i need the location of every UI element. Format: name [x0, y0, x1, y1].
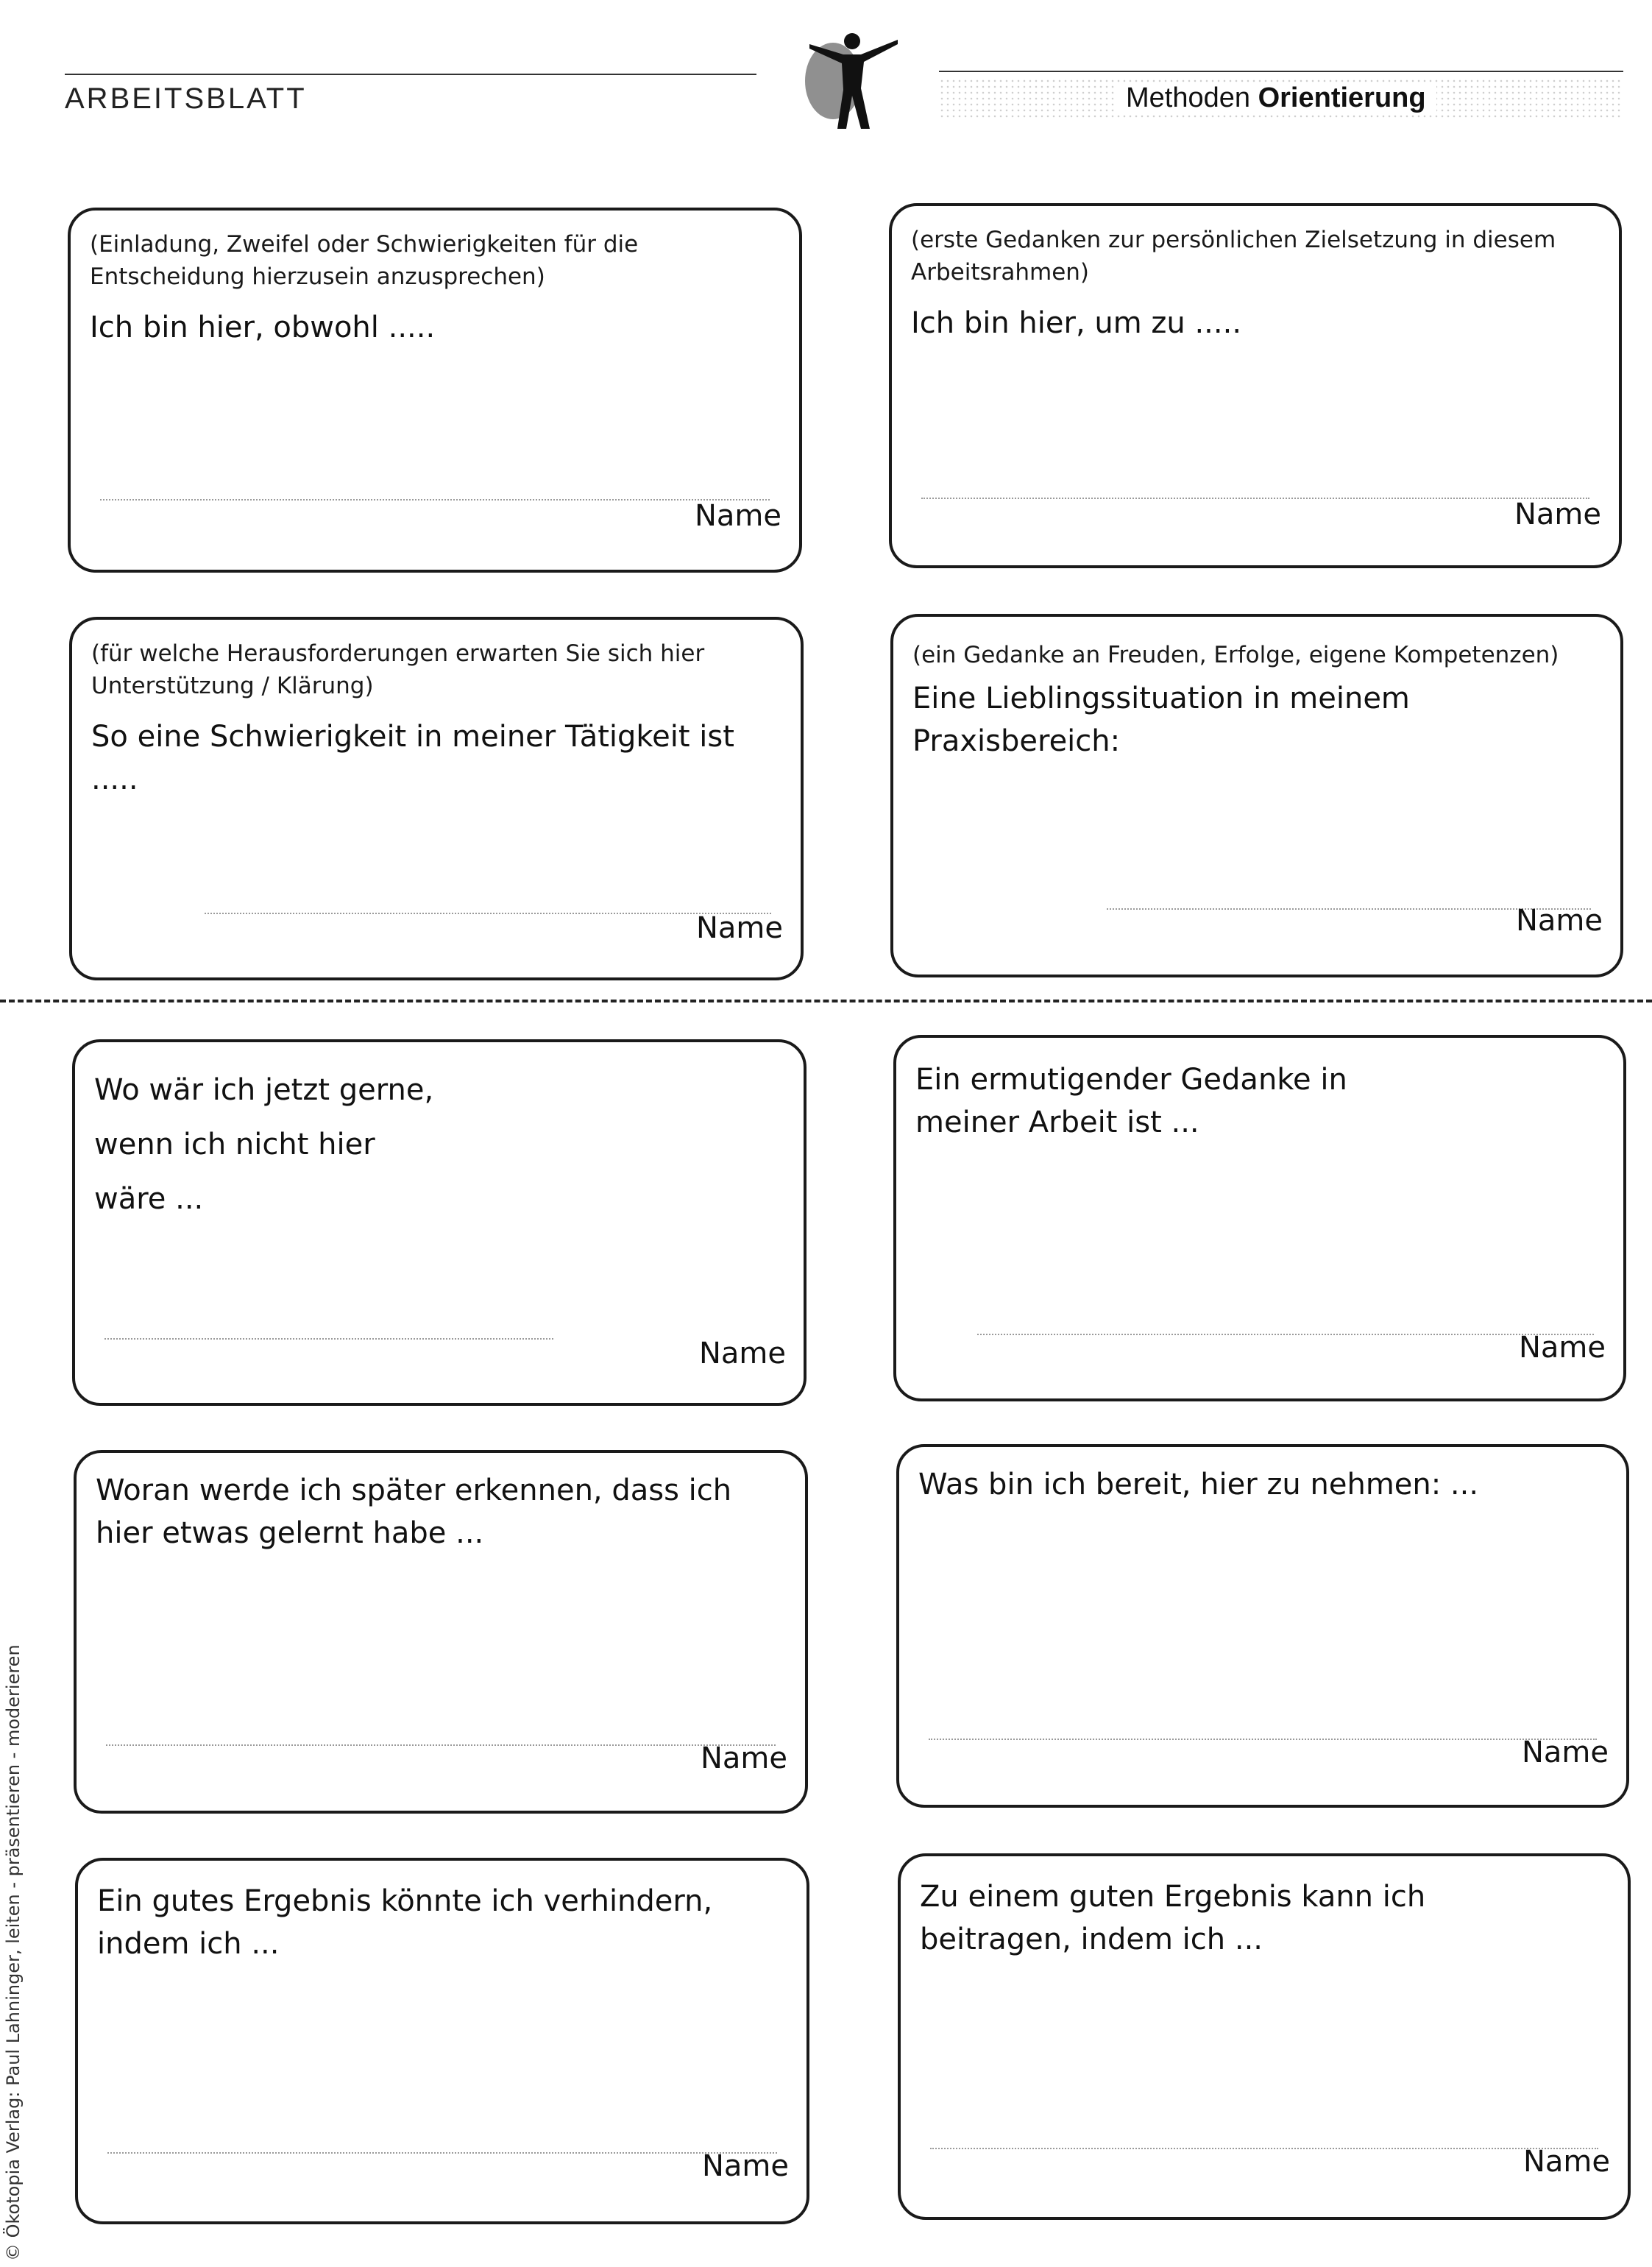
card-prompt: Ich bin hier, obwohl ..... — [90, 311, 436, 344]
section-label — [939, 78, 1623, 119]
section-label-bold: Orientierung — [1258, 82, 1426, 113]
name-line[interactable] — [205, 913, 771, 914]
name-line[interactable] — [929, 1739, 1597, 1740]
card-prompt: Was bin ich bereit, hier zu nehmen: ... — [918, 1468, 1479, 1502]
cut-line — [0, 1000, 1652, 1002]
card-prompt: Wo wär ich jetzt gerne, wenn ich nicht hier wäre ... — [94, 1073, 434, 1216]
name-label: Name — [698, 1337, 786, 1371]
name-label: Name — [1521, 1736, 1609, 1769]
name-line[interactable] — [921, 498, 1589, 499]
card-prompt: Ich bin hier, um zu ..... — [911, 306, 1242, 340]
worksheet-title: ARBEITSBLATT — [65, 82, 307, 115]
name-label: Name — [1522, 2145, 1610, 2179]
name-line[interactable] — [100, 499, 770, 501]
header-rule-right — [939, 71, 1623, 72]
name-label: Name — [1514, 498, 1601, 531]
name-label: Name — [694, 499, 781, 533]
card-hint: (ein Gedanke an Freuden, Erfolge, eigene Kompetenzen) — [912, 642, 1559, 668]
card-ergebnis-beitragen[interactable] — [898, 1853, 1631, 2220]
card-prompt: Ein ermutigender Gedanke in meiner Arbeit ist ... — [915, 1063, 1347, 1139]
card-hint: (erste Gedanken zur persönlichen Zielsetzung in diesem Arbeitsrahmen) — [911, 227, 1556, 286]
name-line[interactable] — [977, 1334, 1594, 1335]
card-ich-bin-hier-um-zu[interactable] — [889, 203, 1622, 568]
card-hint: (für welche Herausforderungen erwarten Sie sich hier Unterstützung / Klärung) — [91, 640, 705, 699]
card-ich-bin-hier-obwohl[interactable] — [68, 208, 802, 573]
card-prompt: So eine Schwierigkeit in meiner Tätigkeit ist ..... — [91, 720, 734, 796]
card-bereit-zu-nehmen[interactable] — [896, 1444, 1629, 1808]
card-prompt: Eine Lieblingssituation in meinem Praxisbereich: — [912, 682, 1410, 758]
card-prompt: Ein gutes Ergebnis könnte ich verhindern, indem ich ... — [97, 1884, 713, 1961]
name-label: Name — [1515, 904, 1603, 938]
card-prompt: Zu einem guten Ergebnis kann ich beitragen, indem ich ... — [920, 1880, 1426, 1956]
section-label-text: Methoden — [1126, 82, 1251, 113]
name-label: Name — [700, 1741, 787, 1775]
header-rule-left — [65, 74, 756, 75]
name-line[interactable] — [104, 1338, 553, 1340]
copyright-note: © Ökotopia Verlag: Paul Lahninger, leiten - präsentieren - moderieren — [3, 1644, 24, 2261]
name-label: Name — [701, 2149, 789, 2183]
card-wo-waer-ich-gerne[interactable] — [72, 1039, 806, 1406]
card-ermutigender-gedanke[interactable] — [893, 1035, 1626, 1401]
card-woran-erkennen[interactable] — [74, 1450, 808, 1814]
name-label: Name — [1518, 1331, 1606, 1365]
name-line[interactable] — [930, 2148, 1598, 2149]
figure-logo-icon — [787, 22, 905, 132]
name-line[interactable] — [106, 1744, 776, 1746]
card-hint: (Einladung, Zweifel oder Schwierigkeiten für die Entscheidung hierzusein anzusprechen) — [90, 231, 639, 290]
card-lieblingssituation[interactable] — [890, 614, 1623, 977]
card-schwierigkeit[interactable] — [69, 617, 804, 980]
name-line[interactable] — [107, 2152, 777, 2154]
name-label: Name — [695, 911, 783, 945]
card-prompt: Woran werde ich später erkennen, dass ich hier etwas gelernt habe ... — [96, 1474, 732, 1550]
card-ergebnis-verhindern[interactable] — [75, 1858, 809, 2224]
